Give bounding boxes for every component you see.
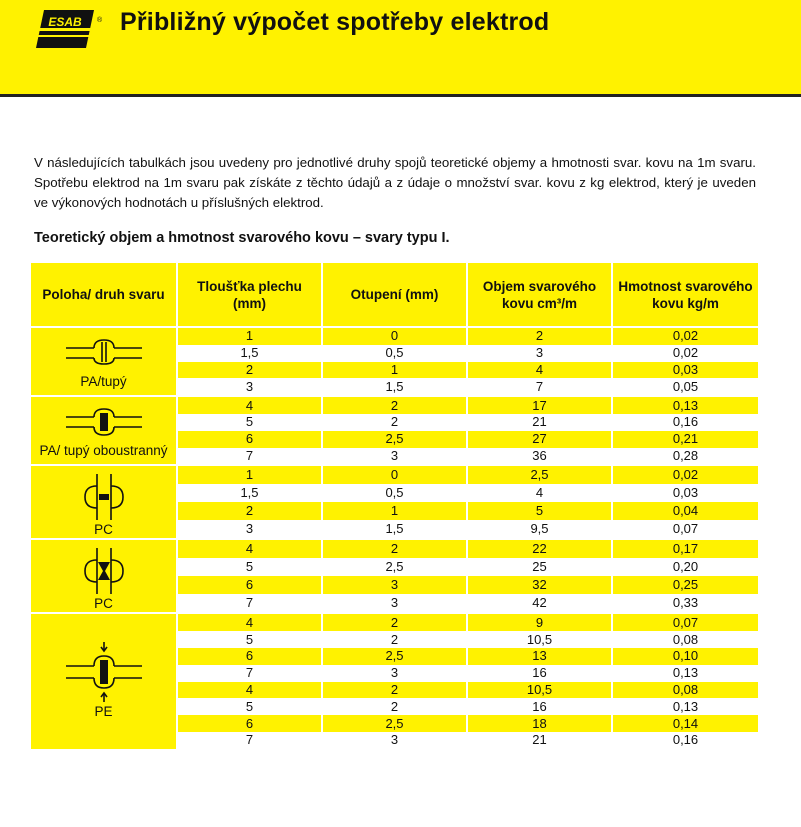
thickness-cell: 1,5 xyxy=(177,345,322,362)
mass-cell: 0,04 xyxy=(612,502,758,520)
thickness-cell: 5 xyxy=(177,631,322,648)
root-face-cell: 3 xyxy=(322,594,467,613)
root-face-cell: 1,5 xyxy=(322,520,467,539)
root-face-cell: 2 xyxy=(322,396,467,414)
volume-cell: 21 xyxy=(467,414,612,431)
mass-cell: 0,13 xyxy=(612,665,758,682)
mass-cell: 0,02 xyxy=(612,465,758,484)
root-face-cell: 2 xyxy=(322,682,467,699)
root-face-cell: 3 xyxy=(322,665,467,682)
volume-cell: 10,5 xyxy=(467,631,612,648)
weld-type-label: PC xyxy=(94,522,113,538)
butt-joint-single-icon xyxy=(31,328,176,374)
volume-cell: 27 xyxy=(467,431,612,448)
thickness-cell: 6 xyxy=(177,715,322,732)
table-subtitle: Teoretický objem a hmotnost svarového kovu – svary typu I. xyxy=(34,230,450,246)
weld-type-cell xyxy=(31,465,177,539)
thickness-cell: 4 xyxy=(177,613,322,631)
mass-cell: 0,03 xyxy=(612,484,758,502)
volume-cell: 9,5 xyxy=(467,520,612,539)
volume-cell: 42 xyxy=(467,594,612,613)
weld-type-cell xyxy=(31,613,177,748)
thickness-cell: 1 xyxy=(177,327,322,345)
root-face-cell: 1,5 xyxy=(322,378,467,396)
header-volume: Objem svarového kovu cm³/m xyxy=(467,263,612,327)
mass-cell: 0,03 xyxy=(612,362,758,379)
mass-cell: 0,07 xyxy=(612,613,758,631)
volume-cell: 10,5 xyxy=(467,682,612,699)
volume-cell: 32 xyxy=(467,576,612,594)
mass-cell: 0,13 xyxy=(612,396,758,414)
thickness-cell: 5 xyxy=(177,414,322,431)
volume-cell: 2 xyxy=(467,327,612,345)
vertical-butt-single-icon xyxy=(31,466,176,522)
esab-logo-icon xyxy=(30,8,103,50)
vertical-butt-double-icon xyxy=(31,540,176,596)
butt-joint-double-icon xyxy=(31,397,176,443)
mass-cell: 0,16 xyxy=(612,414,758,431)
thickness-cell: 4 xyxy=(177,539,322,558)
mass-cell: 0,25 xyxy=(612,576,758,594)
volume-cell: 3 xyxy=(467,345,612,362)
root-face-cell: 2 xyxy=(322,631,467,648)
volume-cell: 9 xyxy=(467,613,612,631)
table-row xyxy=(31,396,758,414)
consumption-table xyxy=(31,263,758,749)
volume-cell: 5 xyxy=(467,502,612,520)
root-face-cell: 2 xyxy=(322,414,467,431)
root-face-cell: 3 xyxy=(322,448,467,466)
root-face-cell: 2,5 xyxy=(322,715,467,732)
mass-cell: 0,02 xyxy=(612,345,758,362)
weld-type-label: PA/ tupý oboustranný xyxy=(39,443,168,459)
volume-cell: 16 xyxy=(467,698,612,715)
root-face-cell: 2,5 xyxy=(322,558,467,576)
table-row xyxy=(31,465,758,484)
thickness-cell: 6 xyxy=(177,648,322,665)
volume-cell: 18 xyxy=(467,715,612,732)
svg-text:ESAB: ESAB xyxy=(48,15,82,29)
volume-cell: 4 xyxy=(467,362,612,379)
mass-cell: 0,20 xyxy=(612,558,758,576)
root-face-cell: 2 xyxy=(322,539,467,558)
mass-cell: 0,05 xyxy=(612,378,758,396)
volume-cell: 16 xyxy=(467,665,612,682)
table-header-row xyxy=(31,263,758,327)
root-face-cell: 0,5 xyxy=(322,484,467,502)
mass-cell: 0,07 xyxy=(612,520,758,539)
thickness-cell: 7 xyxy=(177,594,322,613)
volume-cell: 36 xyxy=(467,448,612,466)
mass-cell: 0,13 xyxy=(612,698,758,715)
page-title: Přibližný výpočet spotřeby elektrod xyxy=(120,8,550,36)
weld-type-label: PC xyxy=(94,596,113,612)
table-row xyxy=(31,327,758,345)
mass-cell: 0,02 xyxy=(612,327,758,345)
mass-cell: 0,16 xyxy=(612,732,758,749)
volume-cell: 4 xyxy=(467,484,612,502)
root-face-cell: 1 xyxy=(322,362,467,379)
mass-cell: 0,08 xyxy=(612,682,758,699)
thickness-cell: 4 xyxy=(177,682,322,699)
thickness-cell: 6 xyxy=(177,431,322,448)
table-row xyxy=(31,539,758,558)
volume-cell: 2,5 xyxy=(467,465,612,484)
mass-cell: 0,33 xyxy=(612,594,758,613)
root-face-cell: 1 xyxy=(322,502,467,520)
volume-cell: 13 xyxy=(467,648,612,665)
header-mass: Hmotnost svarového kovu kg/m xyxy=(612,263,758,327)
thickness-cell: 7 xyxy=(177,665,322,682)
thickness-cell: 5 xyxy=(177,698,322,715)
weld-type-label: PE xyxy=(94,704,113,720)
root-face-cell: 2,5 xyxy=(322,431,467,448)
mass-cell: 0,28 xyxy=(612,448,758,466)
header-position: Poloha/ druh svaru xyxy=(31,263,177,327)
weld-type-cell xyxy=(31,396,177,465)
header-thickness: Tloušťka plechu (mm) xyxy=(177,263,322,327)
thickness-cell: 3 xyxy=(177,378,322,396)
table-row xyxy=(31,613,758,631)
thickness-cell: 2 xyxy=(177,362,322,379)
header-root-face: Otupení (mm) xyxy=(322,263,467,327)
root-face-cell: 0 xyxy=(322,465,467,484)
root-face-cell: 3 xyxy=(322,576,467,594)
volume-cell: 21 xyxy=(467,732,612,749)
thickness-cell: 4 xyxy=(177,396,322,414)
thickness-cell: 1 xyxy=(177,465,322,484)
mass-cell: 0,08 xyxy=(612,631,758,648)
weld-type-label: PA/tupý xyxy=(80,374,127,389)
thickness-cell: 7 xyxy=(177,732,322,749)
mass-cell: 0,14 xyxy=(612,715,758,732)
mass-cell: 0,21 xyxy=(612,431,758,448)
root-face-cell: 2,5 xyxy=(322,648,467,665)
volume-cell: 17 xyxy=(467,396,612,414)
intro-paragraph: V následujících tabulkách jsou uvedeny pro jednotlivé druhy spojů teoretické objemy a hmotnosti svar. kovu na 1m svaru. Spotřebu elektrod na 1m svaru pak získáte z těchto údajů a z údaje o množství svar. kovu z kg elektrod, který je uveden ve výkonových hodnotách u příslušných elektrod. xyxy=(34,155,756,210)
mass-cell: 0,10 xyxy=(612,648,758,665)
thickness-cell: 3 xyxy=(177,520,322,539)
volume-cell: 7 xyxy=(467,378,612,396)
page-header xyxy=(0,0,801,97)
thickness-cell: 2 xyxy=(177,502,322,520)
root-face-cell: 3 xyxy=(322,732,467,749)
weld-type-cell xyxy=(31,539,177,613)
weld-type-cell xyxy=(31,327,177,396)
thickness-cell: 6 xyxy=(177,576,322,594)
overhead-butt-joint-icon xyxy=(31,614,176,704)
volume-cell: 25 xyxy=(467,558,612,576)
root-face-cell: 2 xyxy=(322,698,467,715)
root-face-cell: 0,5 xyxy=(322,345,467,362)
volume-cell: 22 xyxy=(467,539,612,558)
thickness-cell: 1,5 xyxy=(177,484,322,502)
mass-cell: 0,17 xyxy=(612,539,758,558)
svg-text:®: ® xyxy=(97,17,103,24)
root-face-cell: 2 xyxy=(322,613,467,631)
root-face-cell: 0 xyxy=(322,327,467,345)
thickness-cell: 5 xyxy=(177,558,322,576)
thickness-cell: 7 xyxy=(177,448,322,466)
